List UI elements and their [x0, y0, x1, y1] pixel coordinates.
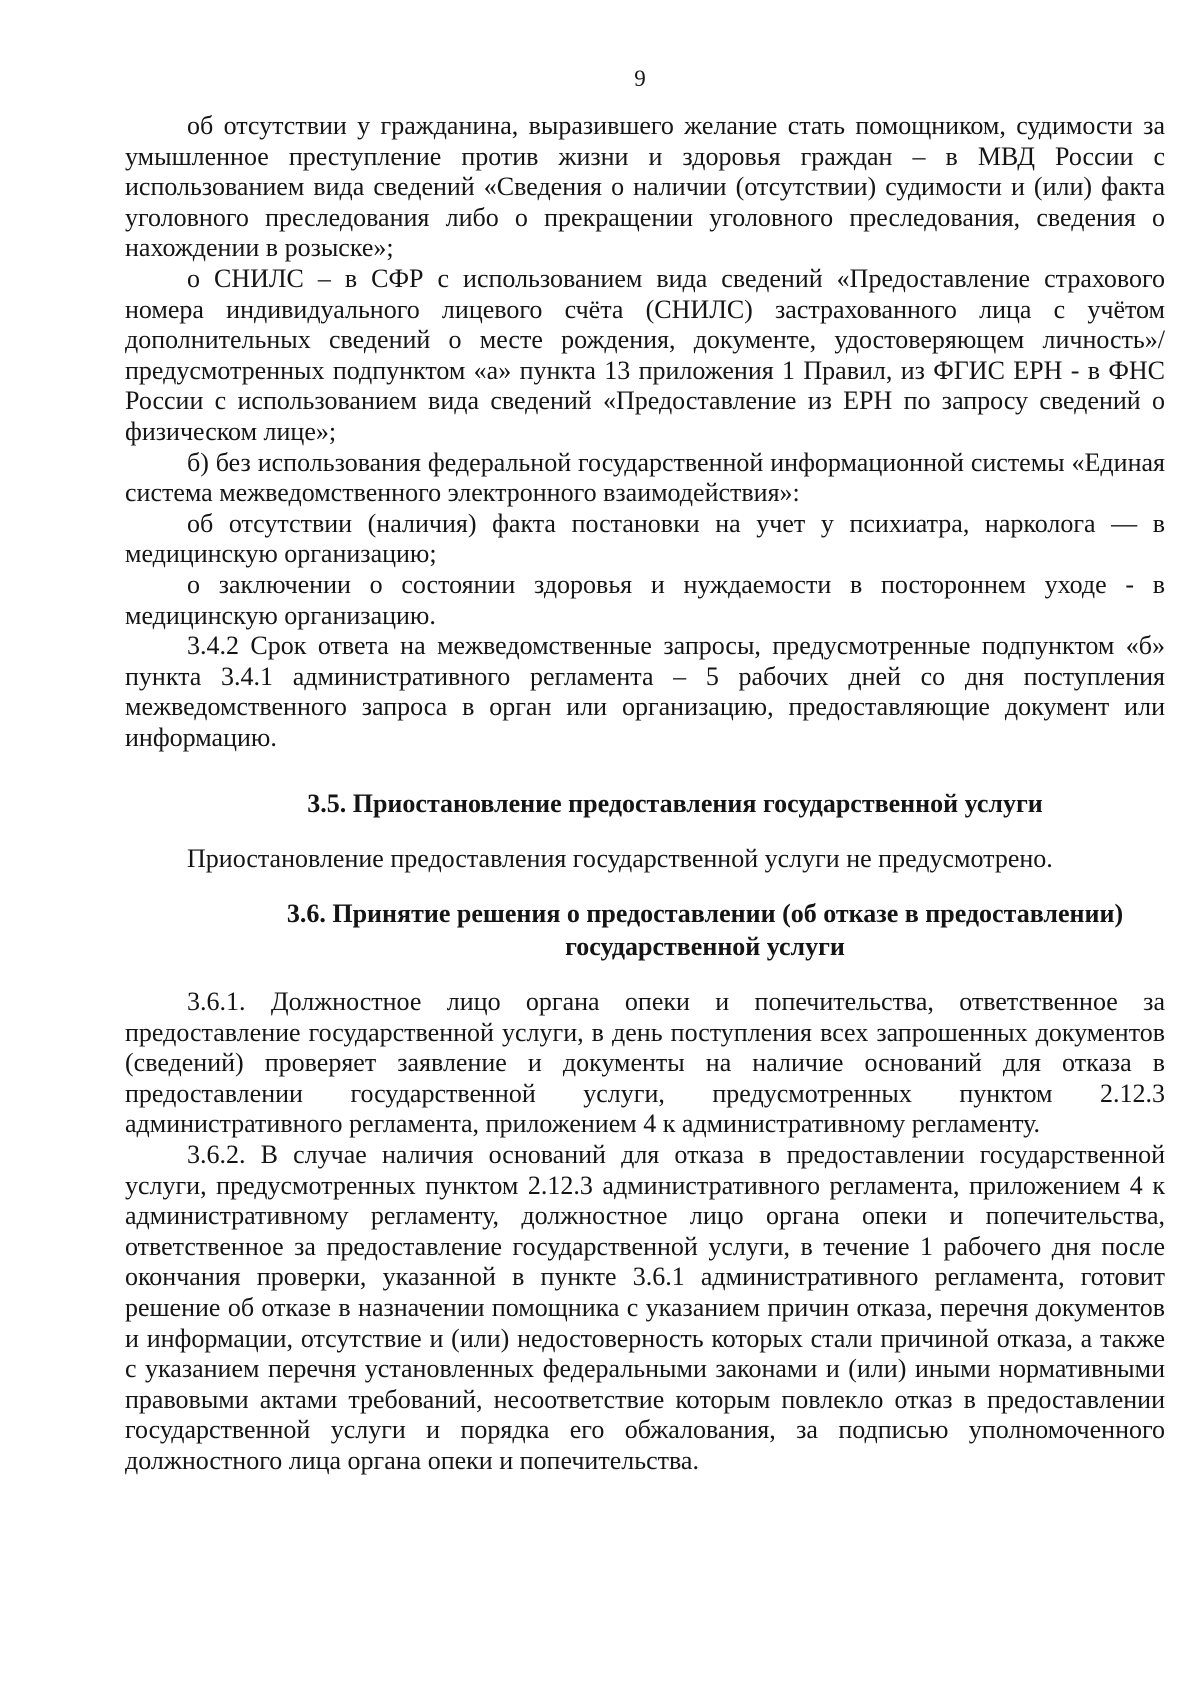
- heading-3-6-line2: государственной услуги: [565, 932, 845, 962]
- document-body: [125, 111, 1165, 1477]
- paragraph-3-5: Приостановление предоставления государственной услуги не предусмотрено.: [187, 844, 1053, 874]
- paragraph-without-smev: б) без использования федеральной государственной информационной системы «Единая система межведомственного электронного взаимодействия»:: [125, 447, 1165, 508]
- paragraph-3-6-2: 3.6.2. В случае наличия оснований для отказа в предоставлении государственной услуги, предусмотренных пунктом 2.12.3 административного регламента, приложением 4 к административному регламенту, должностное лицо органа опеки и попечительства, ответственное за предоставление государственной услуги, в течение 1 рабочего дня после окончания проверки, указанной в пункте 3.6.1 административного регламента, готовит решение об отказе в назначении помощника с указанием причин отказа, перечня документов и информации, отсутствие и (или) недостоверность которых стали причиной отказа, а также с указанием перечня установленных федеральными законами и (или) иными нормативными правовыми актами требований, несоответствие которым повлекло отказ в предоставлении государственной услуги и порядка его обжалования, за подписью уполномоченного должностного лица органа опеки и попечительства.: [125, 1140, 1165, 1475]
- paragraph-3-6-1: 3.6.1. Должностное лицо органа опеки и попечительства, ответственное за предоставление государственной услуги, в день поступления всех запрошенных документов (сведений) проверяет заявление и документы на наличие оснований для отказа в предоставлении государственной услуги, предусмотренных пунктом 2.12.3 административного регламента, приложением 4 к административному регламенту.: [125, 987, 1165, 1139]
- heading-3-5: 3.5. Приостановление предоставления государственной услуги: [307, 789, 1043, 819]
- paragraph-criminal-record: об отсутствии у гражданина, выразившего желание стать помощником, судимости за умышленное преступление против жизни и здоровья граждан – в МВД России с использованием вида сведений «Сведения о наличии (отсутствии) судимости и (или) факта уголовного преследования либо о прекращении уголовного преследования, сведения о нахождении в розыске»;: [125, 111, 1165, 263]
- paragraph-psychiatrist: об отсутствии (наличия) факта постановки на учет у психиатра, нарколога — в медицинскую организацию;: [125, 508, 1165, 569]
- heading-3-6-line1: 3.6. Принятие решения о предоставлении (об отказе в предоставлении): [286, 899, 1124, 929]
- paragraph-3-4-2: 3.4.2 Срок ответа на межведомственные запросы, предусмотренные подпунктом «б» пункта 3.4.1 административного регламента – 5 рабочих дней со дня поступления межведомственного запроса в орган или организацию, предоставляющие документ или информацию.: [125, 631, 1165, 752]
- heading-3-6: [125, 897, 1165, 963]
- page-number: 9: [634, 66, 646, 91]
- paragraph-health-conclusion: о заключении о состоянии здоровья и нуждаемости в постороннем уходе - в медицинскую организацию.: [125, 569, 1165, 630]
- paragraph-snils: о СНИЛС – в СФР с использованием вида сведений «Предоставление страхового номера индивидуального лицевого счёта (СНИЛС) застрахованного лица с учётом дополнительных сведений о месте рождения, документе, удостоверяющем личность»/предусмотренных подпунктом «а» пункта 13 приложения 1 Правил, из ФГИС ЕРН - в ФНС России с использованием вида сведений «Предоставление из ЕРН по запросу сведений о физическом лице»;: [125, 263, 1165, 446]
